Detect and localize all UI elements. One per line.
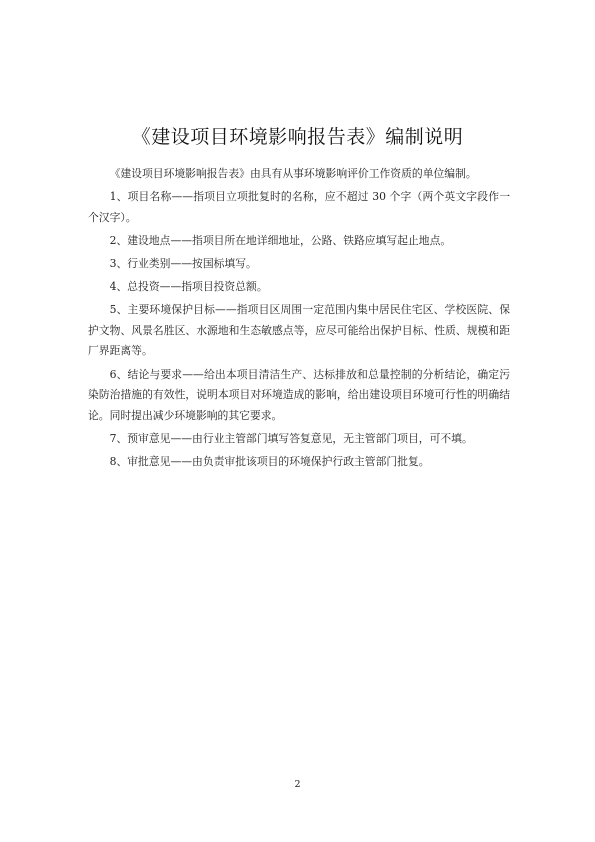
item-protection-targets: 5、主要环境保护目标——指项目区周围一定范围内集中居民住宅区、学校医院、保护文物、风景名胜区、水源地和生态敏感点等，应尽可能给出保护目标、性质、规模和距厂界距离等。 — [88, 303, 510, 358]
item-preliminary-review: 7、预审意见——由行业主管部门填写答复意见，无主管部门项目，可不填。 — [109, 431, 473, 445]
item-project-name: 1、项目名称——指项目立项批复时的名称，应不超过 30 个字（两个英文字段作一个汉字）。 — [88, 190, 510, 224]
page-number: 2 — [294, 779, 301, 790]
page-title: 《建设项目环境影响报告表》编制说明 — [131, 126, 464, 148]
item-conclusions-requirements: 6、结论与要求——给出本项目清洁生产、达标排放和总量控制的分析结论，确定污染防治措施的有效性，说明本项目对环境造成的影响，给出建设项目环境可行性的明确结论。同时提出减少环境影响的其它要求。 — [88, 367, 510, 422]
intro-paragraph: 《建设项目环境影响报告表》由具有从事环境影响评价工作资质的单位编制。 — [109, 167, 477, 180]
item-industry-category: 3、行业类别——按国标填写。 — [109, 257, 257, 271]
item-total-investment: 4、总投资——指项目投资总额。 — [109, 280, 268, 294]
item-approval-opinion: 8、审批意见——由负责审批该项目的环境保护行政主管部门批复。 — [109, 455, 430, 468]
instructions-body — [88, 164, 510, 475]
item-construction-site: 2、建设地点——指项目所在地详细地址，公路、铁路应填写起止地点。 — [109, 233, 452, 247]
